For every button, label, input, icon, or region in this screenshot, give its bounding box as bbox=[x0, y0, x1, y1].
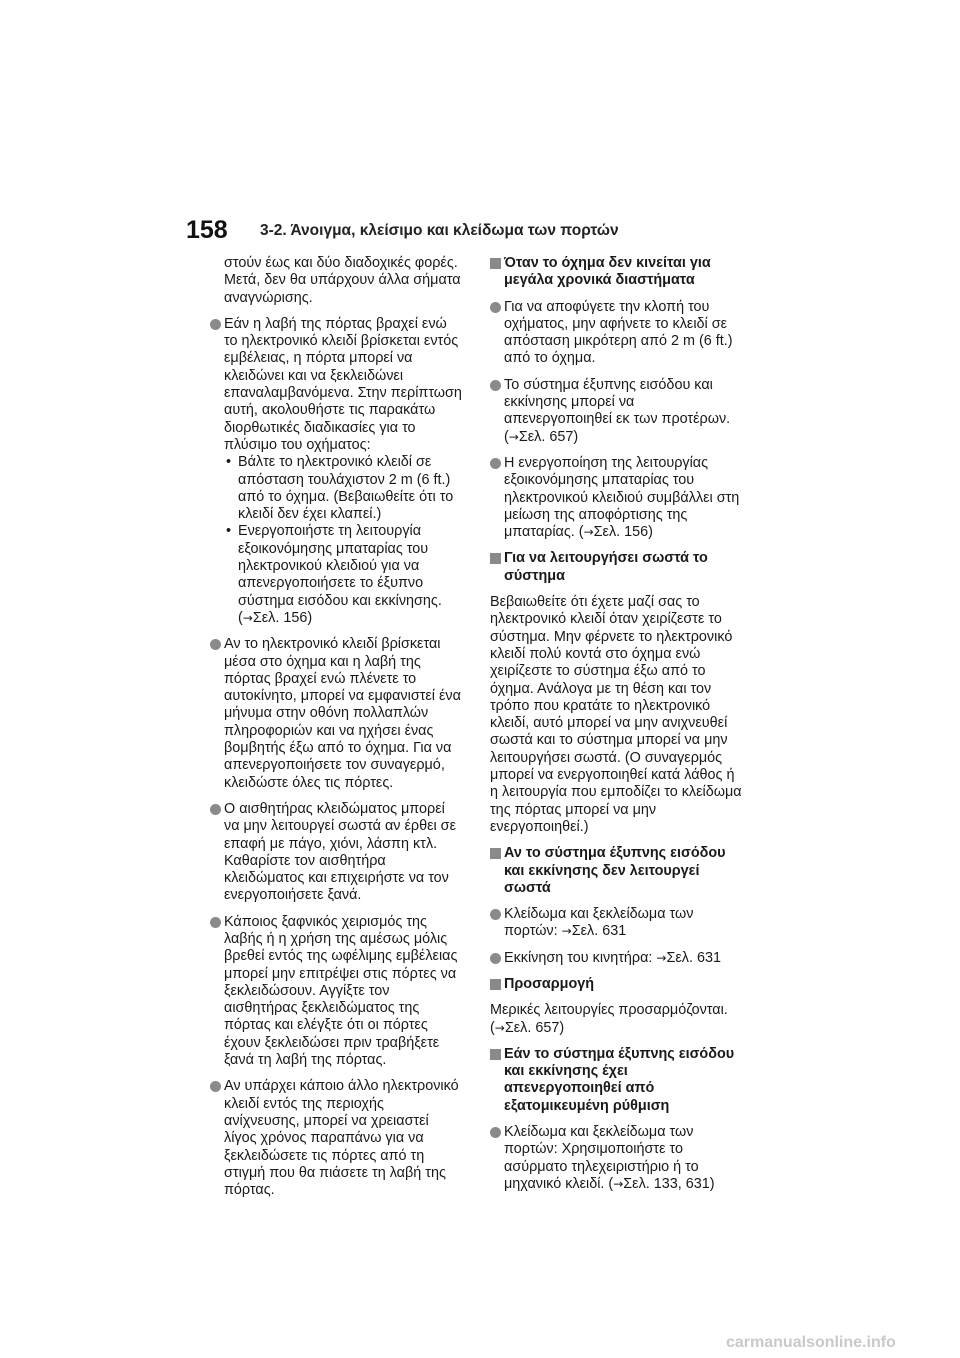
bullet-text: Για να αποφύγετε την κλοπή του οχήματος, μην αφήνετε το κλειδί σε απόσταση μικρότερη από 2 m (6 ft.) από το όχημα. bbox=[504, 298, 733, 367]
section-heading bbox=[490, 976, 742, 993]
bullet-text: Εκκίνηση του κινητήρα: bbox=[504, 949, 657, 966]
section-square-icon bbox=[490, 1049, 501, 1060]
bullet-circle-icon bbox=[490, 380, 501, 391]
page-header bbox=[186, 215, 786, 249]
section-square-icon bbox=[490, 848, 501, 859]
bullet-circle-icon bbox=[210, 319, 221, 330]
bullet-text: Ο αισθητήρας κλειδώματος μπορεί να μην λειτουργεί σωστά αν έρθει σε επαφή με πάγο, χιόνι, λάσπη κτλ. Καθαρίστε τον αισθητήρα κλειδώματος και επιχειρήστε να τον ενεργοποιήσετε ξανά. bbox=[224, 800, 456, 904]
arrow-icon: → bbox=[656, 950, 667, 965]
bullet-item bbox=[210, 1078, 462, 1199]
arrow-icon: → bbox=[583, 525, 594, 540]
section-heading bbox=[490, 845, 742, 897]
section-heading bbox=[490, 255, 742, 290]
bullet-item bbox=[490, 299, 742, 368]
page-reference: Σελ. 657) bbox=[504, 1019, 565, 1036]
arrow-icon: → bbox=[494, 1020, 505, 1035]
bullet-item bbox=[490, 906, 742, 941]
section-square-icon bbox=[490, 258, 501, 269]
bullet-item bbox=[210, 636, 462, 792]
arrow-icon: → bbox=[613, 1176, 624, 1191]
bullet-text: Κλείδωμα και ξεκλείδωμα των πορτών: Χρησιμοποιήστε το ασύρματο τηλεχειριστήριο ή το μηχανικό κλειδί. ( bbox=[504, 1124, 699, 1192]
bullet-text: Το σύστημα έξυπνης εισόδου και εκκίνησης μπορεί να απενεργοποιηθεί εκ των προτέρων. ( bbox=[504, 376, 731, 445]
bullet-item bbox=[490, 377, 742, 446]
arrow-icon: → bbox=[242, 610, 253, 625]
arrow-icon: → bbox=[508, 429, 519, 444]
bullet-item bbox=[490, 1124, 742, 1193]
page-reference: Σελ. 631 bbox=[571, 923, 627, 940]
bullet-item bbox=[490, 455, 742, 541]
paragraph-text: Μερικές λειτουργίες προσαρμόζονται. ( bbox=[490, 1002, 728, 1036]
bullet-item bbox=[490, 950, 742, 967]
right-column bbox=[490, 255, 742, 1202]
section-title: Όταν το όχημα δεν κινείται για μεγάλα χρονικά διαστήματα bbox=[504, 255, 711, 289]
page-reference: Σελ. 156) bbox=[593, 524, 653, 541]
bullet-item bbox=[210, 801, 462, 905]
bullet-circle-icon bbox=[490, 458, 501, 469]
bullet-item bbox=[210, 914, 462, 1070]
sub-bullet-text: Βάλτε το ηλεκτρονικό κλειδί σε απόσταση τουλάχιστον 2 m (6 ft.) από το όχημα. (Βεβαιωθείτε ότι το κλειδί δεν έχει κλαπεί.) bbox=[238, 454, 454, 523]
bullet-circle-icon bbox=[210, 804, 221, 815]
bullet-circle-icon bbox=[210, 1081, 221, 1092]
section-square-icon bbox=[490, 979, 501, 990]
section-square-icon bbox=[490, 553, 501, 564]
bullet-circle-icon bbox=[490, 909, 501, 920]
page-number: 158 bbox=[186, 216, 228, 244]
section-paragraph bbox=[490, 1002, 742, 1037]
section-title: Προσαρμογή bbox=[504, 975, 595, 992]
continued-paragraph: στούν έως και δύο διαδοχικές φορές. Μετά, δεν θα υπάρχουν άλλα σήματα αναγνώρισης. bbox=[224, 255, 461, 306]
sub-bullet-dot-icon: • bbox=[226, 523, 232, 540]
bullet-text: Η ενεργοποίηση της λειτουργίας εξοικονόμησης μπαταρίας του ηλεκτρονικού κλειδιού συμβάλλει στη μείωση της αποφόρτισης της μπαταρίας. ( bbox=[504, 454, 740, 541]
sub-bullet-dot-icon: • bbox=[226, 454, 232, 471]
bullet-text: Αν το ηλεκτρονικό κλειδί βρίσκεται μέσα στο όχημα και η λαβή της πόρτας βραχεί ενώ πλένετε το αυτοκίνητο, μπορεί να εμφανιστεί ένα μήνυμα στην οθόνη πολλαπλών πληροφοριών και να ηχήσει ένας βομβητής έξω από το όχημα. Για να απενεργοποιήσετε τον συναγερμό, κλειδώστε όλες τις πόρτες. bbox=[224, 636, 461, 791]
left-column bbox=[210, 255, 462, 1208]
page-reference: Σελ. 133, 631) bbox=[623, 1175, 715, 1192]
bullet-circle-icon bbox=[210, 917, 221, 928]
sub-bullet-item bbox=[224, 454, 462, 523]
bullet-item bbox=[210, 316, 462, 627]
bullet-circle-icon bbox=[490, 1127, 501, 1138]
sub-bullet-text: Ενεργοποιήστε τη λειτουργία εξοικονόμησης μπαταρίας του ηλεκτρονικού κλειδιού για να απενεργοποιήσετε το έξυπνο σύστημα εισόδου και εκκίνησης. ( bbox=[238, 523, 442, 626]
bullet-circle-icon bbox=[490, 302, 501, 313]
bullet-text: Κλείδωμα και ξεκλείδωμα των πορτών: bbox=[504, 906, 694, 940]
bullet-text: Εάν η λαβή της πόρτας βραχεί ενώ το ηλεκτρονικό κλειδί βρίσκεται εντός εμβέλειας, η πόρτα μπορεί να κλειδώνει και να ξεκλειδώνει επαναλαμβανόμενα. Στην περίπτωση αυτή, ακολουθήστε τις παρακάτω διορθωτικές διαδικασίες για το πλύσιμο του οχήματος: bbox=[224, 315, 462, 453]
page-reference: Σελ. 631 bbox=[666, 949, 721, 966]
chapter-title: 3-2. Άνοιγμα, κλείσιμο και κλείδωμα των πορτών bbox=[260, 222, 619, 239]
section-heading bbox=[490, 550, 742, 585]
arrow-icon: → bbox=[561, 924, 572, 939]
sub-bullet-item bbox=[224, 523, 462, 627]
section-paragraph: Βεβαιωθείτε ότι έχετε μαζί σας το ηλεκτρονικό κλειδί όταν χειρίζεστε το σύστημα. Μην φέρνετε το ηλεκτρονικό κλειδί πολύ κοντά στο όχημα ενώ χειρίζεστε το σύστημα έξω από το όχημα. Ανάλογα με τη θέση και τον τρόπο που κρατάτε το ηλεκτρονικό κλειδί, αυτό μπορεί να μην ανιχνευθεί σωστά και το σύστημα μπορεί να μην λειτουργήσει σωστά. (Ο συναγερμός μπορεί να ενεργοποιηθεί κατά λάθος ή η λειτουργία που εμποδίζει το κλείδωμα της πόρτας μπορεί να μην ενεργοποιηθεί.) bbox=[490, 594, 742, 835]
section-title: Εάν το σύστημα έξυπνης εισόδου και εκκίνησης έχει απενεργοποιηθεί από εξατομικευμένη ρύθμιση bbox=[504, 1045, 735, 1114]
watermark: carmanualsonline.info bbox=[726, 1334, 896, 1351]
page-reference: Σελ. 657) bbox=[518, 428, 579, 445]
bullet-circle-icon bbox=[210, 639, 221, 650]
bullet-text: Αν υπάρχει κάποιο άλλο ηλεκτρονικό κλειδί εντός της περιοχής ανίχνευσης, μπορεί να χρειαστεί λίγος χρόνος παραπάνω για να ξεκλειδώσετε τις πόρτες από τη στιγμή που θα πιάσετε τη λαβή της πόρτας. bbox=[224, 1078, 459, 1199]
page-reference: Σελ. 156) bbox=[252, 609, 313, 626]
section-title: Αν το σύστημα έξυπνης εισόδου και εκκίνησης δεν λειτουργεί σωστά bbox=[504, 845, 726, 896]
section-title: Για να λειτουργήσει σωστά το σύστημα bbox=[504, 550, 708, 584]
bullet-circle-icon bbox=[490, 953, 501, 964]
bullet-text: Κάποιος ξαφνικός χειρισμός της λαβής ή η χρήση της αμέσως μόλις βρεθεί εντός της ωφέλιμης εμβέλειας μπορεί μην επιτρέψει στις πόρτες να ξεκλειδώσουν. Αγγίξτε τον αισθητήρας ξεκλειδώματος της πόρτας και ελέγξτε ότι οι πόρτες έχουν ξεκλειδώσει πριν τραβήξετε ξανά τη λαβή της πόρτας. bbox=[224, 913, 458, 1069]
section-heading bbox=[490, 1046, 742, 1115]
